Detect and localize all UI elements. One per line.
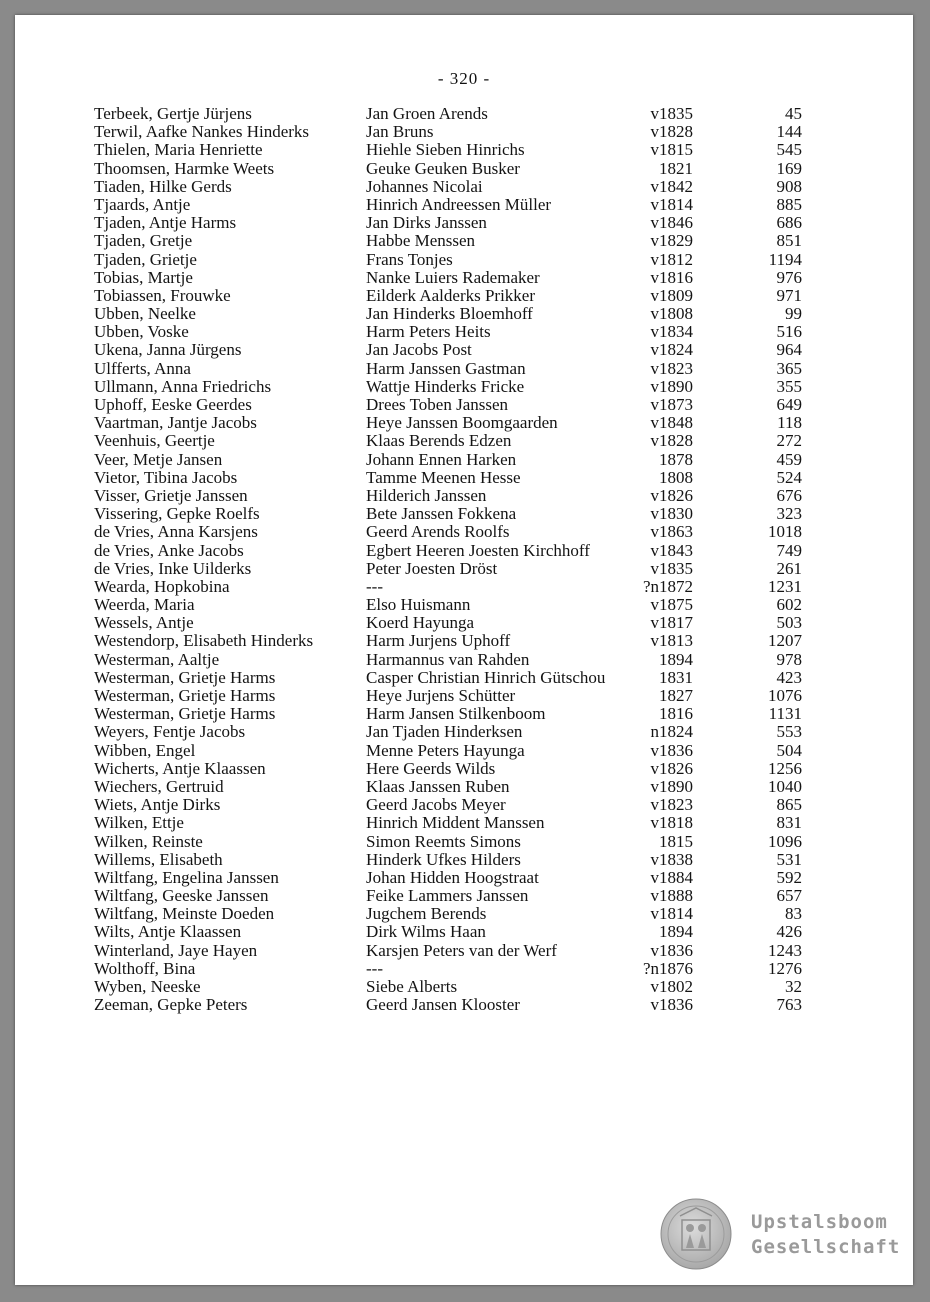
entry-name: Wiechers, Gertruid (94, 776, 224, 796)
entry-ref: 516 (776, 322, 802, 342)
entry-name: Terbeek, Gertje Jürjens (94, 104, 252, 123)
entry-spouse: --- (366, 958, 383, 978)
entry-ref: 459 (776, 449, 802, 469)
entry-spouse: Klaas Janssen Ruben (366, 776, 510, 796)
entry-year: v1873 (650, 395, 693, 414)
entry-spouse: Geerd Jacobs Meyer (366, 795, 506, 815)
entry-spouse: Hinderk Ufkes Hilders (366, 849, 521, 869)
entry-year: v1828 (650, 122, 693, 142)
entry-year: v1836 (650, 940, 693, 960)
entry-spouse: Jan Groen Arends (366, 104, 488, 123)
entry-year: v1834 (650, 322, 693, 342)
entry-spouse: Siebe Alberts (366, 977, 458, 996)
entry-spouse: Jan Bruns (366, 122, 434, 142)
entry-name: Westerman, Grietje Harms (94, 667, 276, 687)
entry-name: Wilken, Ettje (94, 813, 184, 833)
register-row (15, 705, 913, 723)
register-row (15, 632, 913, 650)
entry-name: Tjaden, Antje Harms (94, 213, 237, 233)
entry-year: v1828 (650, 431, 693, 451)
entry-ref: 504 (776, 740, 802, 760)
entry-ref: 1231 (768, 576, 802, 596)
entry-name: Tobias, Martje (94, 267, 193, 287)
entry-year: 1894 (659, 649, 693, 669)
register-row (15, 505, 913, 523)
entry-spouse: Hinrich Middent Manssen (366, 813, 545, 833)
entry-year: v1838 (650, 849, 693, 869)
entry-name: Wicherts, Antje Klaassen (94, 758, 266, 778)
entry-spouse: Wattje Hinderks Fricke (366, 376, 525, 396)
register-row (15, 887, 913, 905)
register-row (15, 251, 913, 269)
entry-ref: 355 (776, 376, 802, 396)
register-row (15, 305, 913, 323)
entry-name: Terwil, Aafke Nankes Hinderks (94, 122, 310, 142)
entry-year: v1884 (650, 867, 693, 887)
register-row (15, 687, 913, 705)
entry-ref: 831 (776, 813, 802, 833)
register-row (15, 323, 913, 341)
entry-ref: 1131 (768, 704, 802, 724)
entry-ref: 99 (785, 304, 802, 324)
entry-spouse: Feike Lammers Janssen (366, 886, 529, 906)
entry-ref: 978 (776, 649, 802, 669)
register-row (15, 396, 913, 414)
entry-ref: 1018 (768, 522, 802, 542)
entry-ref: 649 (776, 395, 802, 414)
entry-name: Wiets, Antje Dirks (94, 795, 221, 815)
entry-year: v1843 (650, 540, 693, 560)
register-row (15, 432, 913, 450)
register-row (15, 996, 913, 1014)
register-row (15, 542, 913, 560)
entry-ref: 531 (776, 849, 802, 869)
entry-year: v1890 (650, 776, 693, 796)
society-logo (660, 1198, 900, 1272)
entry-ref: 763 (776, 995, 802, 1015)
entry-ref: 524 (776, 467, 802, 487)
entry-spouse: Harm Jansen Stilkenboom (366, 704, 546, 724)
page-number: - 320 - (437, 69, 491, 88)
entry-year: v1842 (650, 176, 693, 196)
entry-year: 1878 (659, 449, 693, 469)
register-row (15, 851, 913, 869)
entry-name: Zeeman, Gepke Peters (94, 995, 248, 1015)
entry-spouse: Jan Hinderks Bloemhoff (366, 304, 533, 324)
entry-year: v1888 (650, 886, 693, 906)
entry-spouse: Harm Jurjens Uphoff (366, 631, 511, 651)
entry-name: Veenhuis, Geertje (94, 431, 215, 451)
logo-line-2: Gesellschaft (751, 1236, 901, 1258)
entry-name: Weerda, Maria (94, 595, 195, 615)
register-row (15, 123, 913, 141)
entry-name: Winterland, Jaye Hayen (94, 940, 258, 960)
entry-name: Wibben, Engel (94, 740, 196, 760)
entry-year: v1875 (650, 595, 693, 615)
entry-name: Ubben, Voske (94, 322, 189, 342)
entry-ref: 553 (776, 722, 802, 742)
entry-spouse: Tamme Meenen Hesse (366, 467, 521, 487)
entry-ref: 144 (776, 122, 802, 142)
entry-year: v1835 (650, 104, 693, 123)
entry-year: ?n1872 (642, 576, 693, 596)
entry-spouse: Drees Toben Janssen (366, 395, 509, 414)
entry-ref: 749 (776, 540, 802, 560)
entry-spouse: Jugchem Berends (366, 904, 487, 924)
entry-year: v1823 (650, 795, 693, 815)
entry-name: Tiaden, Hilke Gerds (94, 176, 232, 196)
entry-ref: 592 (776, 867, 802, 887)
entry-year: 1894 (659, 922, 693, 942)
entry-ref: 423 (776, 667, 802, 687)
entry-name: Wiltfang, Geeske Janssen (94, 886, 269, 906)
entry-ref: 971 (776, 285, 802, 305)
entry-spouse: Casper Christian Hinrich Gütschou (366, 667, 606, 687)
entry-name: Thielen, Maria Henriette (94, 140, 263, 160)
entry-ref: 686 (776, 213, 802, 233)
register-row (15, 742, 913, 760)
entry-year: v1826 (650, 485, 693, 505)
entry-ref: 83 (785, 904, 802, 924)
entry-spouse: Hiehle Sieben Hinrichs (366, 140, 525, 160)
entry-spouse: Heye Jurjens Schütter (366, 686, 516, 705)
entry-name: Vissering, Gepke Roelfs (94, 504, 260, 524)
entry-year: 1808 (659, 467, 693, 487)
entry-ref: 976 (776, 267, 802, 287)
entry-name: Wearda, Hopkobina (94, 576, 230, 596)
entry-ref: 1040 (768, 776, 802, 796)
entry-ref: 32 (785, 977, 802, 996)
entry-name: Tobiassen, Frouwke (94, 285, 231, 305)
entry-spouse: Peter Joesten Dröst (366, 558, 498, 578)
entry-year: v1863 (650, 522, 693, 542)
entry-name: Veer, Metje Jansen (94, 449, 223, 469)
register-row (15, 287, 913, 305)
entry-spouse: Jan Dirks Janssen (366, 213, 487, 233)
register-row (15, 796, 913, 814)
entry-spouse: Menne Peters Hayunga (366, 740, 525, 760)
entry-name: de Vries, Anna Karsjens (94, 522, 258, 542)
entry-ref: 323 (776, 504, 802, 524)
entry-ref: 272 (776, 431, 802, 451)
entry-ref: 1243 (768, 940, 802, 960)
entry-ref: 1194 (768, 249, 802, 269)
entry-year: v1848 (650, 413, 693, 433)
entry-name: Westerman, Grietje Harms (94, 704, 276, 724)
entry-spouse: Hilderich Janssen (366, 485, 487, 505)
entry-name: Ukena, Janna Jürgens (94, 340, 242, 360)
register-row (15, 923, 913, 941)
entry-ref: 851 (776, 231, 802, 251)
entry-name: Ullmann, Anna Friedrichs (94, 376, 272, 396)
entry-name: Willems, Elisabeth (94, 849, 223, 869)
register-row (15, 469, 913, 487)
entry-ref: 908 (776, 176, 802, 196)
register-row (15, 360, 913, 378)
register-row (15, 105, 913, 123)
entry-spouse: Here Geerds Wilds (366, 758, 496, 778)
entry-ref: 1207 (768, 631, 802, 651)
entry-year: v1824 (650, 340, 693, 360)
entry-year: v1818 (650, 813, 693, 833)
entry-spouse: Harm Janssen Gastman (366, 358, 526, 378)
entry-spouse: Johannes Nicolai (366, 176, 483, 196)
entry-spouse: Eilderk Aalderks Prikker (366, 285, 536, 305)
register-row (15, 560, 913, 578)
entry-ref: 964 (776, 340, 802, 360)
entry-spouse: Geerd Jansen Klooster (366, 995, 520, 1015)
register-row (15, 578, 913, 596)
register-row (15, 869, 913, 887)
entry-year: v1808 (650, 304, 693, 324)
register-row (15, 214, 913, 232)
entry-year: v1823 (650, 358, 693, 378)
entry-name: Wessels, Antje (94, 613, 194, 633)
entry-year: ?n1876 (642, 958, 693, 978)
entry-year: 1827 (659, 686, 693, 705)
logo-line-1: Upstalsboom (751, 1211, 888, 1233)
register-row (15, 833, 913, 851)
entry-year: v1836 (650, 740, 693, 760)
entry-name: Westerman, Aaltje (94, 649, 220, 669)
entry-ref: 261 (776, 558, 802, 578)
entry-ref: 1076 (768, 686, 802, 705)
entry-ref: 426 (776, 922, 802, 942)
entry-ref: 365 (776, 358, 802, 378)
entry-spouse: Geerd Arends Roolfs (366, 522, 510, 542)
register-row (15, 614, 913, 632)
entry-spouse: Johann Ennen Harken (366, 449, 517, 469)
entry-name: Westendorp, Elisabeth Hinderks (94, 631, 314, 651)
entry-ref: 1256 (768, 758, 802, 778)
entry-ref: 45 (785, 104, 802, 123)
entry-spouse: Frans Tonjes (366, 249, 453, 269)
entry-name: Wiltfang, Engelina Janssen (94, 867, 279, 887)
entry-spouse: Klaas Berends Edzen (366, 431, 512, 451)
entry-spouse: Habbe Menssen (366, 231, 476, 251)
entry-year: v1829 (650, 231, 693, 251)
entry-year: v1817 (650, 613, 693, 633)
register-row (15, 178, 913, 196)
entry-year: v1826 (650, 758, 693, 778)
entry-ref: 657 (776, 886, 802, 906)
entry-ref: 676 (776, 485, 802, 505)
entry-spouse: Dirk Wilms Haan (366, 922, 486, 942)
register-row (15, 341, 913, 359)
entry-name: Vaartman, Jantje Jacobs (94, 413, 257, 433)
entry-ref: 545 (776, 140, 802, 160)
entry-year: v1816 (650, 267, 693, 287)
entry-name: Uphoff, Eeske Geerdes (94, 395, 252, 414)
entry-spouse: Simon Reemts Simons (366, 831, 521, 851)
entry-spouse: Jan Jacobs Post (366, 340, 472, 360)
document-page (15, 15, 913, 1285)
register-row (15, 523, 913, 541)
register-row (15, 669, 913, 687)
entry-year: v1846 (650, 213, 693, 233)
register-row (15, 760, 913, 778)
entry-name: Tjaden, Grietje (94, 249, 197, 269)
register-row (15, 196, 913, 214)
register-row (15, 232, 913, 250)
register-row (15, 378, 913, 396)
entry-spouse: --- (366, 576, 383, 596)
entry-ref: 885 (776, 194, 802, 214)
entry-name: Wyben, Neeske (94, 977, 201, 996)
entry-spouse: Johan Hidden Hoogstraat (366, 867, 539, 887)
entry-name: de Vries, Anke Jacobs (94, 540, 244, 560)
entry-name: de Vries, Inke Uilderks (94, 558, 252, 578)
register-row (15, 141, 913, 159)
entry-year: v1813 (650, 631, 693, 651)
register-row (15, 269, 913, 287)
upstalsboom-seal-icon (660, 1198, 732, 1270)
register-row (15, 814, 913, 832)
entry-year: v1815 (650, 140, 693, 160)
register-row (15, 905, 913, 923)
entry-year: v1814 (650, 904, 693, 924)
register-row (15, 651, 913, 669)
register-row (15, 978, 913, 996)
entry-spouse: Hinrich Andreessen Müller (366, 194, 552, 214)
entry-year: v1836 (650, 995, 693, 1015)
entry-name: Ubben, Neelke (94, 304, 196, 324)
register-row (15, 596, 913, 614)
register-row (15, 451, 913, 469)
entry-name: Wiltfang, Meinste Doeden (94, 904, 275, 924)
entry-spouse: Bete Janssen Fokkena (366, 504, 517, 524)
register-row (15, 960, 913, 978)
entry-year: 1815 (659, 831, 693, 851)
register-row (15, 723, 913, 741)
entry-name: Wolthoff, Bina (94, 958, 196, 978)
register-list (15, 105, 913, 1014)
register-row (15, 160, 913, 178)
entry-spouse: Egbert Heeren Joesten Kirchhoff (366, 540, 590, 560)
register-row (15, 414, 913, 432)
entry-name: Weyers, Fentje Jacobs (94, 722, 246, 742)
entry-spouse: Karsjen Peters van der Werf (366, 940, 557, 960)
entry-ref: 1276 (768, 958, 802, 978)
entry-spouse: Heye Janssen Boomgaarden (366, 413, 558, 433)
entry-year: v1809 (650, 285, 693, 305)
register-row (15, 487, 913, 505)
entry-year: 1831 (659, 667, 693, 687)
entry-ref: 169 (776, 158, 802, 178)
entry-spouse: Elso Huismann (366, 595, 471, 615)
entry-year: v1802 (650, 977, 693, 996)
entry-year: v1835 (650, 558, 693, 578)
entry-name: Tjaards, Antje (94, 194, 191, 214)
entry-spouse: Jan Tjaden Hinderksen (366, 722, 523, 742)
entry-spouse: Nanke Luiers Rademaker (366, 267, 540, 287)
entry-spouse: Harm Peters Heits (366, 322, 491, 342)
entry-year: v1812 (650, 249, 693, 269)
entry-ref: 503 (776, 613, 802, 633)
entry-name: Visser, Grietje Janssen (94, 485, 248, 505)
entry-spouse: Geuke Geuken Busker (366, 158, 520, 178)
entry-name: Thoomsen, Harmke Weets (94, 158, 275, 178)
entry-name: Vietor, Tibina Jacobs (94, 467, 238, 487)
register-row (15, 778, 913, 796)
entry-year: v1814 (650, 194, 693, 214)
entry-name: Wilken, Reinste (94, 831, 203, 851)
entry-ref: 118 (777, 413, 802, 433)
entry-name: Wilts, Antje Klaassen (94, 922, 242, 942)
register-row (15, 942, 913, 960)
entry-spouse: Koerd Hayunga (366, 613, 475, 633)
entry-year: 1816 (659, 704, 693, 724)
entry-ref: 1096 (768, 831, 802, 851)
entry-name: Westerman, Grietje Harms (94, 686, 276, 705)
entry-ref: 602 (776, 595, 802, 615)
entry-name: Tjaden, Gretje (94, 231, 193, 251)
entry-ref: 865 (776, 795, 802, 815)
entry-year: v1890 (650, 376, 693, 396)
entry-year: v1830 (650, 504, 693, 524)
entry-name: Ulfferts, Anna (94, 358, 191, 378)
entry-year: 1821 (659, 158, 693, 178)
entry-year: n1824 (650, 722, 693, 742)
entry-spouse: Harmannus van Rahden (366, 649, 530, 669)
